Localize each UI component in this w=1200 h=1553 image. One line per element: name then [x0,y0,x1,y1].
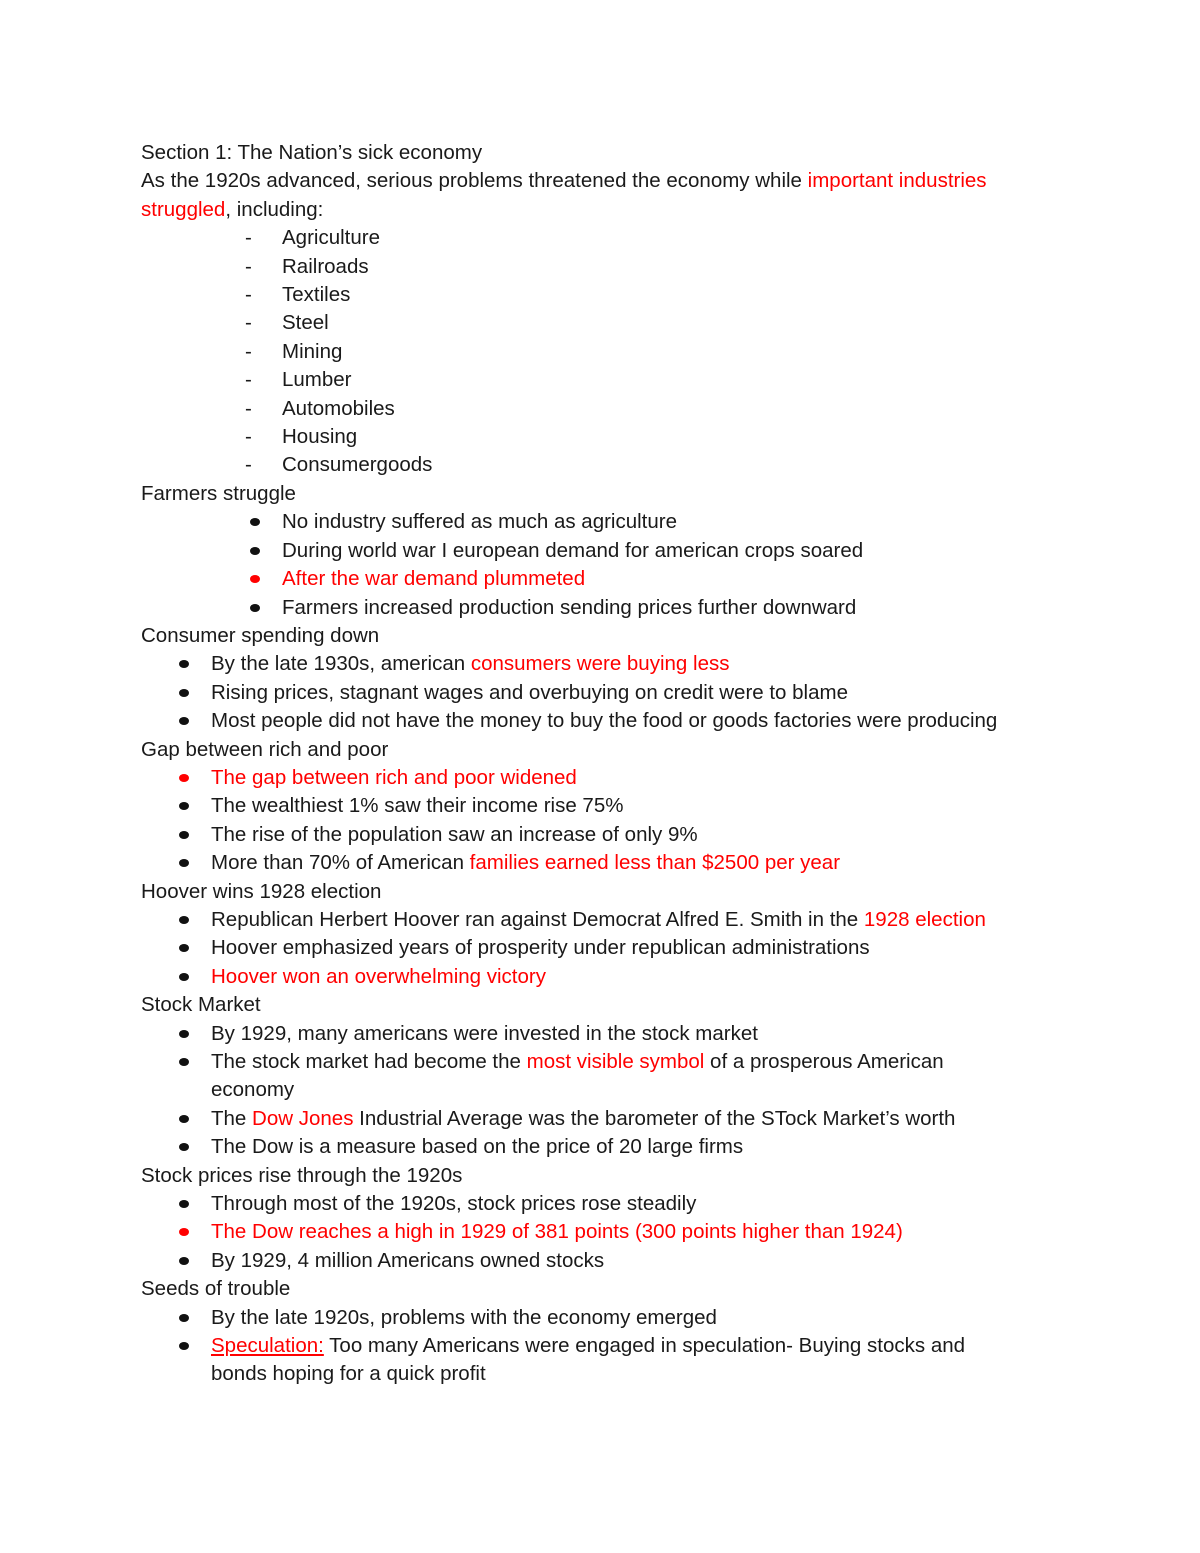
dash-marker: - [245,339,252,363]
list-item [141,338,1061,366]
dash-marker: - [245,396,252,420]
item-text: More than 70% of American [211,851,470,875]
bullet-icon [179,859,189,867]
list-item [141,395,1061,423]
list-item [141,1048,1061,1105]
list-item [141,1133,1061,1161]
item-text-highlight: 1928 election [863,907,986,931]
dash-marker: - [245,368,252,392]
industry-label: Agriculture [282,226,380,250]
bullet-icon [179,774,189,782]
dash-marker: - [245,226,252,250]
bullet-icon [179,1058,189,1066]
bullet-icon [179,831,189,839]
intro-line-1 [141,167,1061,195]
section-title: Section 1: The Nation’s sick economy [141,141,483,164]
bullet-icon [179,689,189,697]
item-text: The wealthiest 1% saw their income rise 75% [211,794,624,818]
list-item [141,707,1061,735]
item-text-highlight: After the war demand plummeted [282,567,586,591]
item-text: The [211,1106,253,1130]
dash-marker: - [245,283,252,307]
list-item [141,963,1061,991]
bullet-icon [179,717,189,725]
list-item [141,366,1061,394]
list-item [141,821,1061,849]
list-item [141,1020,1061,1048]
item-text-highlight: most visible symbol [526,1050,705,1073]
bullet-icon [179,1115,189,1123]
list-item [141,849,1061,877]
item-text: Through most of the 1920s, stock prices rose steadily [211,1192,697,1216]
item-text: The Dow is a measure based on the price of 20 large firms [211,1135,744,1159]
list-item [141,1218,1061,1246]
list-item [141,1190,1061,1218]
bullet-icon [250,604,260,612]
item-text-highlight: Hoover won an overwhelming victory [211,964,546,988]
item-text: Hoover emphasized years of prosperity under republican administrations [211,936,870,960]
industry-label: Housing [282,425,358,449]
item-text-highlight: The Dow reaches a high in 1929 of 381 points (300 points higher than 1924) [211,1220,903,1244]
speculation-term: Speculation: [211,1334,324,1358]
item-text: By 1929, many americans were invested in the stock market [211,1021,758,1045]
item-text: Industrial Average was the barometer of the STock Market’s worth [353,1106,956,1130]
stock-list [141,1020,1061,1162]
list-item [141,1304,1061,1332]
list-item [141,281,1061,309]
item-text: By 1929, 4 million Americans owned stocks [211,1248,605,1272]
list-item [141,792,1061,820]
heading-consumer-spending: Consumer spending down [141,623,380,647]
list-item [141,650,1061,678]
industry-label: Automobiles [282,396,395,420]
bullet-icon [179,1228,189,1236]
industry-label: Mining [282,339,343,363]
list-item [141,1332,1061,1389]
list-item [141,537,1061,565]
item-text: Farmers increased production sending prices further downward [282,595,857,619]
list-item [141,565,1061,593]
list-item [141,309,1061,337]
consumer-list [141,650,1061,735]
bullet-icon [179,660,189,668]
item-text-highlight: consumers were buying less [470,652,730,676]
item-text: No industry suffered as much as agriculture [282,510,678,534]
dash-marker: - [245,425,252,449]
gap-list [141,764,1061,878]
list-item [141,508,1061,536]
item-text-highlight: families earned less than $2500 per year [469,851,841,875]
bullet-icon [179,1200,189,1208]
list-item [141,423,1061,451]
intro-line-2 [141,196,1061,224]
list-item [141,451,1061,479]
hoover-list [141,906,1061,991]
bullet-icon [179,1030,189,1038]
industry-label: Lumber [282,368,352,392]
list-item [141,224,1061,252]
list-item [141,679,1061,707]
item-text: Too many Americans were engaged in speculation- Buying stocks and bonds hoping for a quick profit [211,1334,966,1386]
notes-content [141,139,1061,1389]
list-item [141,253,1061,281]
heading-stock-market: Stock Market [141,993,261,1017]
item-text: During world war I european demand for american crops soared [282,538,864,562]
industry-label: Railroads [282,254,369,278]
item-text: By the late 1920s, problems with the economy emerged [211,1305,717,1329]
bullet-icon [179,973,189,981]
heading-seeds-of-trouble: Seeds of trouble [141,1277,291,1301]
list-item [141,906,1061,934]
heading-farmers-struggle: Farmers struggle [141,481,296,505]
heading-gap-rich-poor: Gap between rich and poor [141,737,389,761]
item-text: of a prosperous American economy [211,1050,944,1102]
item-text: Rising prices, stagnant wages and overbuying on credit were to blame [211,680,848,704]
list-item [141,1247,1061,1275]
list-item [141,1105,1061,1133]
industry-label: Steel [282,311,329,335]
item-text-highlight: Dow Jones [252,1106,354,1130]
intro-text: As the 1920s advanced, serious problems threatened the economy while [141,169,808,193]
list-item [141,764,1061,792]
dash-marker: - [245,453,252,477]
bullet-icon [179,1314,189,1322]
bullet-icon [250,518,260,526]
item-text: The stock market had become the [211,1050,527,1073]
bullet-icon [179,1257,189,1265]
heading-hoover-wins: Hoover wins 1928 election [141,879,382,903]
rise-list [141,1190,1061,1275]
industries-list [141,224,1061,480]
bullet-icon [179,916,189,924]
bullet-icon [179,802,189,810]
dash-marker: - [245,254,252,278]
seeds-list [141,1304,1061,1389]
dash-marker: - [245,311,252,335]
intro-highlight-1: important industries [807,169,987,193]
item-text: Most people did not have the money to buy the food or goods factories were producing [211,709,998,733]
bullet-icon [179,944,189,952]
item-text-highlight: The gap between rich and poor widened [211,765,577,789]
bullet-icon [179,1143,189,1151]
bullet-icon [250,547,260,555]
item-text: The rise of the population saw an increase of only 9% [211,822,698,846]
list-item [141,594,1061,622]
bullet-icon [250,575,260,583]
bullet-icon [179,1342,189,1350]
heading-stock-prices-rise: Stock prices rise through the 1920s [141,1163,463,1187]
farmers-list [141,508,1061,622]
industry-label: Textiles [282,283,351,307]
industry-label: Consumergoods [282,453,433,477]
item-text: Republican Herbert Hoover ran against Democrat Alfred E. Smith in the [211,907,864,931]
intro-text-end: , including: [225,197,324,221]
item-text: By the late 1930s, american [211,652,471,676]
intro-highlight-2: struggled [141,197,226,221]
list-item [141,934,1061,962]
